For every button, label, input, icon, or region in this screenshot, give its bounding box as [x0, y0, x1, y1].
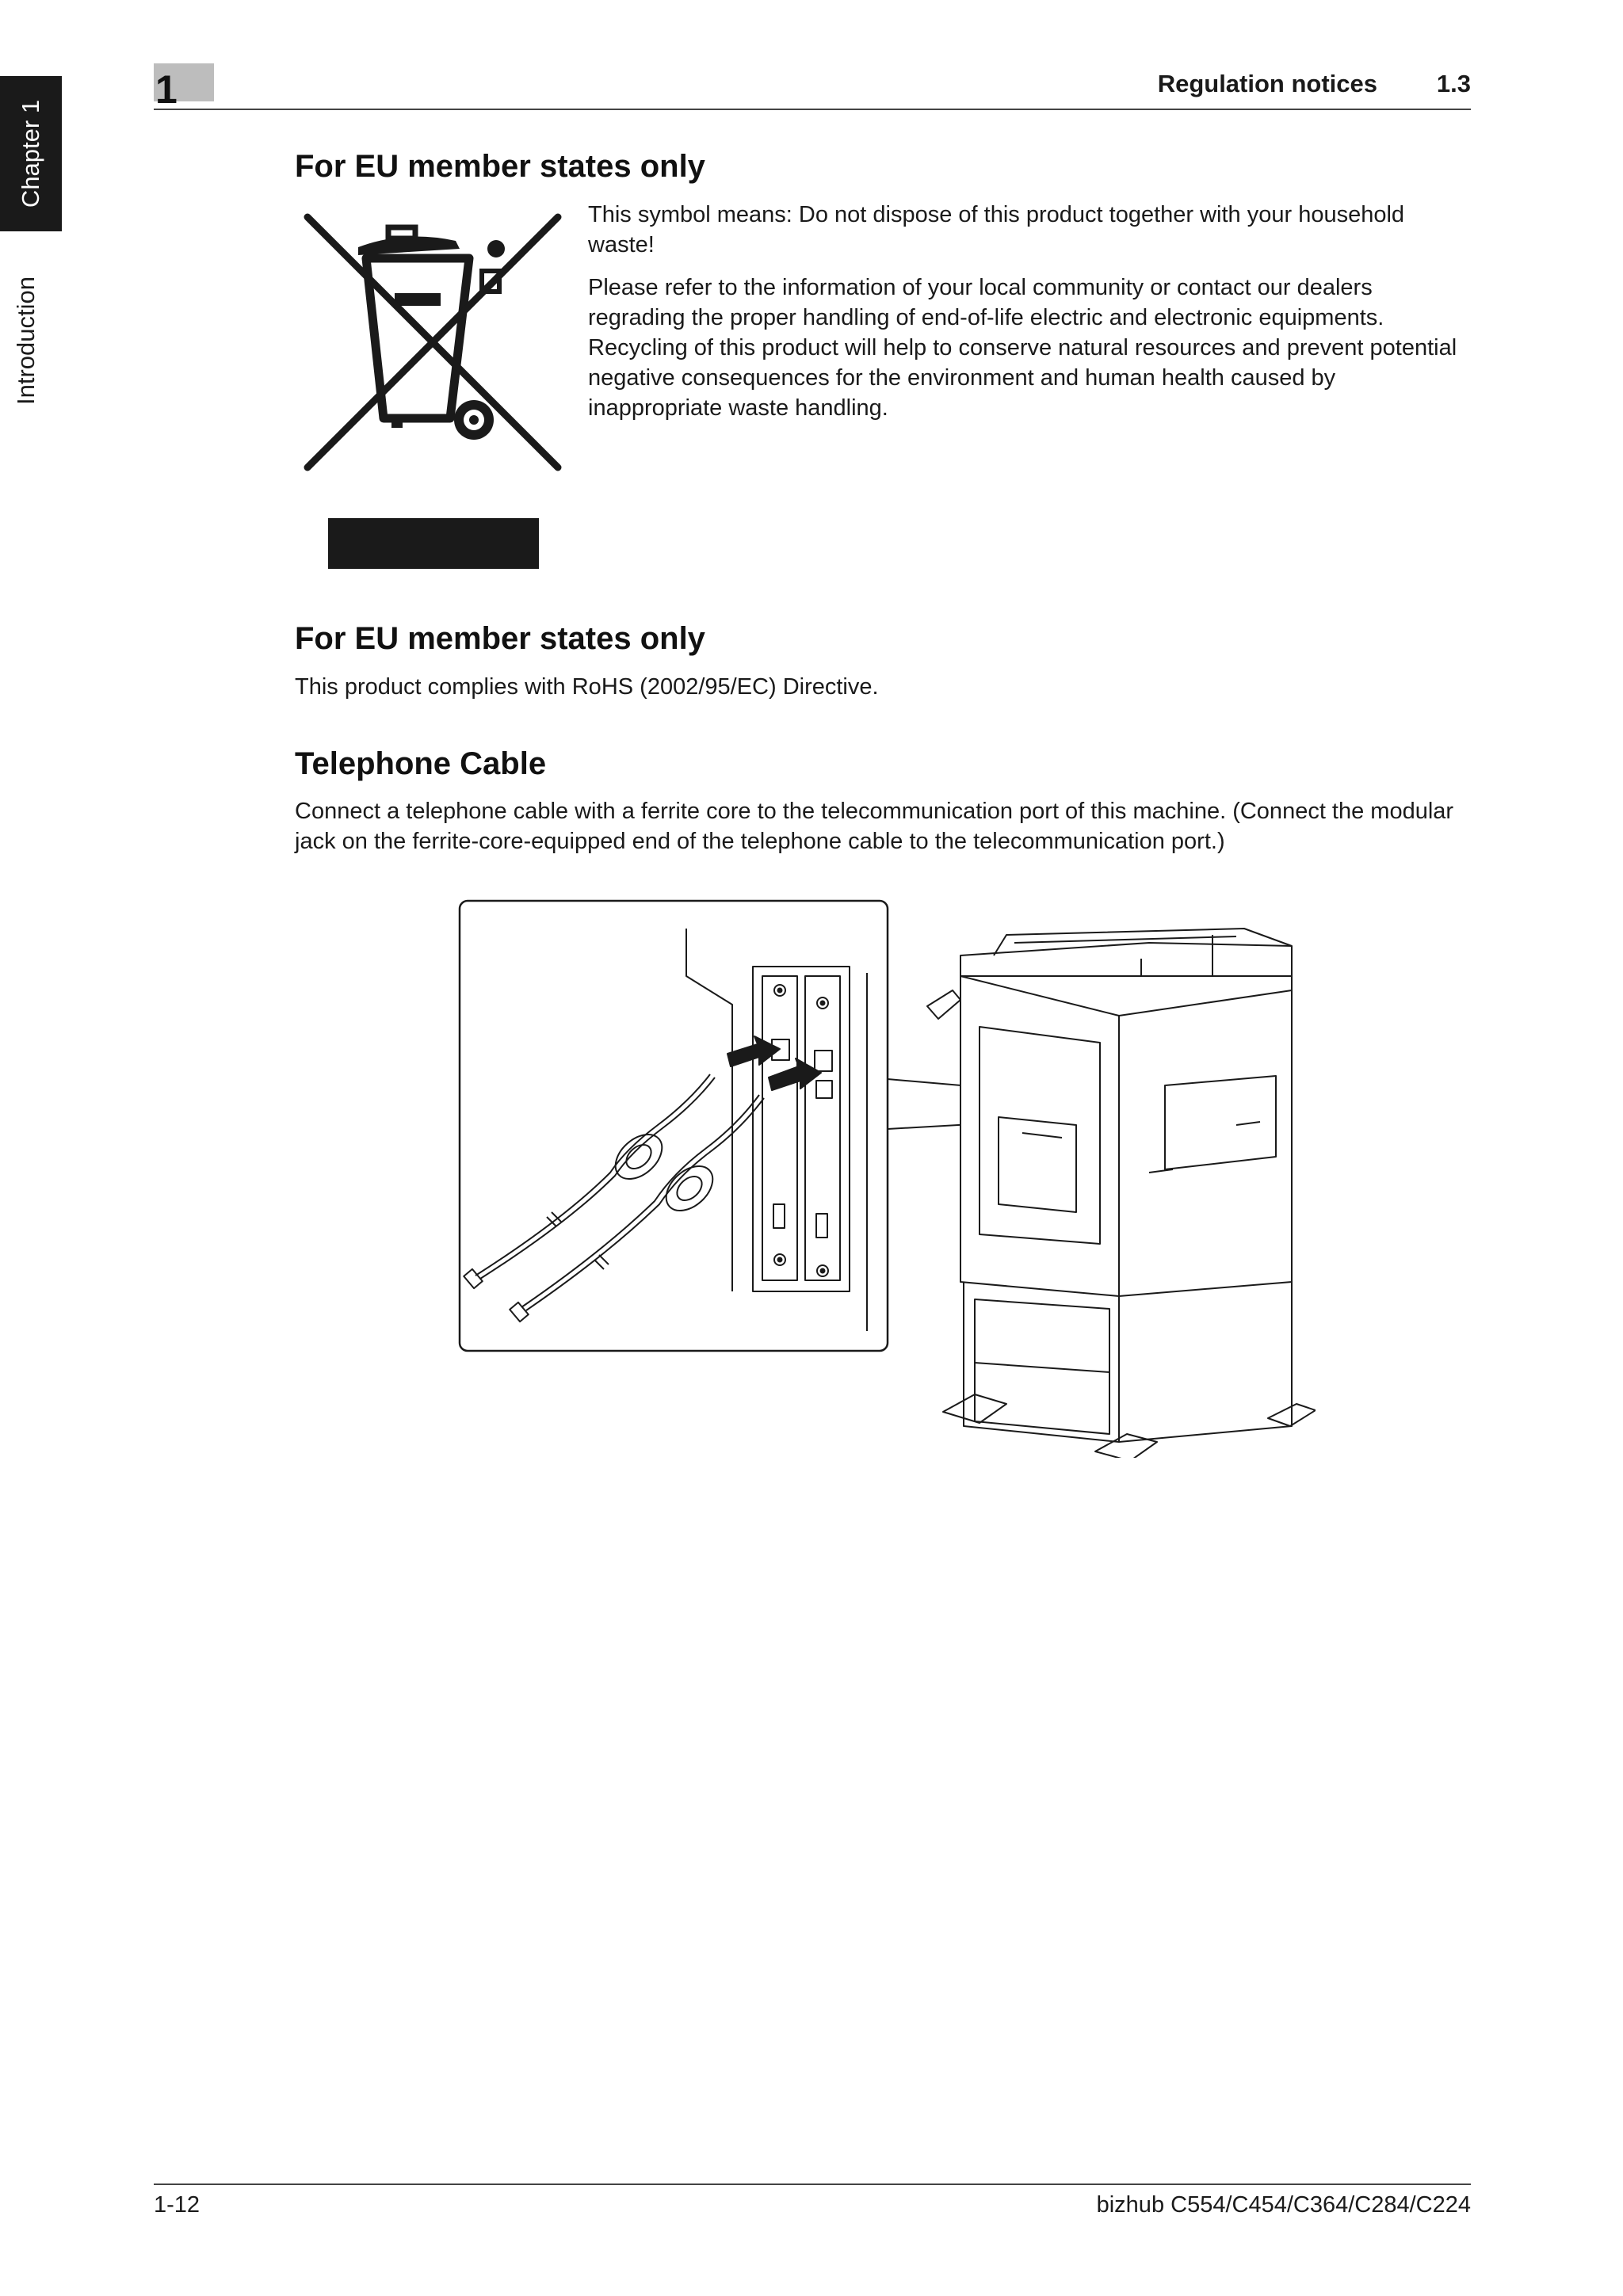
footer-page-number: 1-12 — [154, 2192, 200, 2218]
telephone-cable-connection-illustration — [452, 887, 1316, 1458]
footer-rule — [154, 2183, 1471, 2185]
side-tab-chapter[interactable] — [0, 76, 62, 231]
section-heading-eu-rohs: For EU member states only — [295, 621, 705, 656]
side-tab-chapter-label: Chapter 1 — [17, 99, 44, 208]
header-section-number: 1.3 — [1436, 70, 1471, 97]
eu-disposal-paragraph-1: This symbol means: Do not dispose of this product together with your household waste! — [588, 202, 1405, 257]
chapter-number: 1 — [155, 67, 178, 112]
header-rule — [154, 109, 1471, 110]
section-heading-telephone-cable: Telephone Cable — [295, 746, 547, 781]
telephone-cable-paragraph: Connect a telephone cable with a ferrite core to the telecommunication port of this machine. (Connect the modular jack on the ferrite-core-equipped end of the telephone cable to the telecommunication port.) — [295, 799, 1454, 854]
section-heading-eu-disposal: For EU member states only — [295, 149, 705, 184]
eu-disposal-paragraph-2: Please refer to the information of your local community or contact our dealers regrading the proper handling of end-of-life electric and electronic equipments. Recycling of this product will help to conserve natural resources and prevent potential negative consequences for the environment and human health caused by inappropriate waste handling. — [588, 275, 1457, 421]
eu-rohs-paragraph: This product complies with RoHS (2002/95/EC) Directive. — [295, 674, 879, 700]
footer-model: bizhub C554/C454/C364/C284/C224 — [1096, 2192, 1471, 2218]
side-tab-section[interactable] — [0, 261, 62, 420]
header-title: Regulation notices — [1157, 70, 1377, 97]
side-tab-section-label: Introduction — [12, 277, 40, 405]
crossed-out-wheelie-bin-icon — [301, 208, 571, 572]
